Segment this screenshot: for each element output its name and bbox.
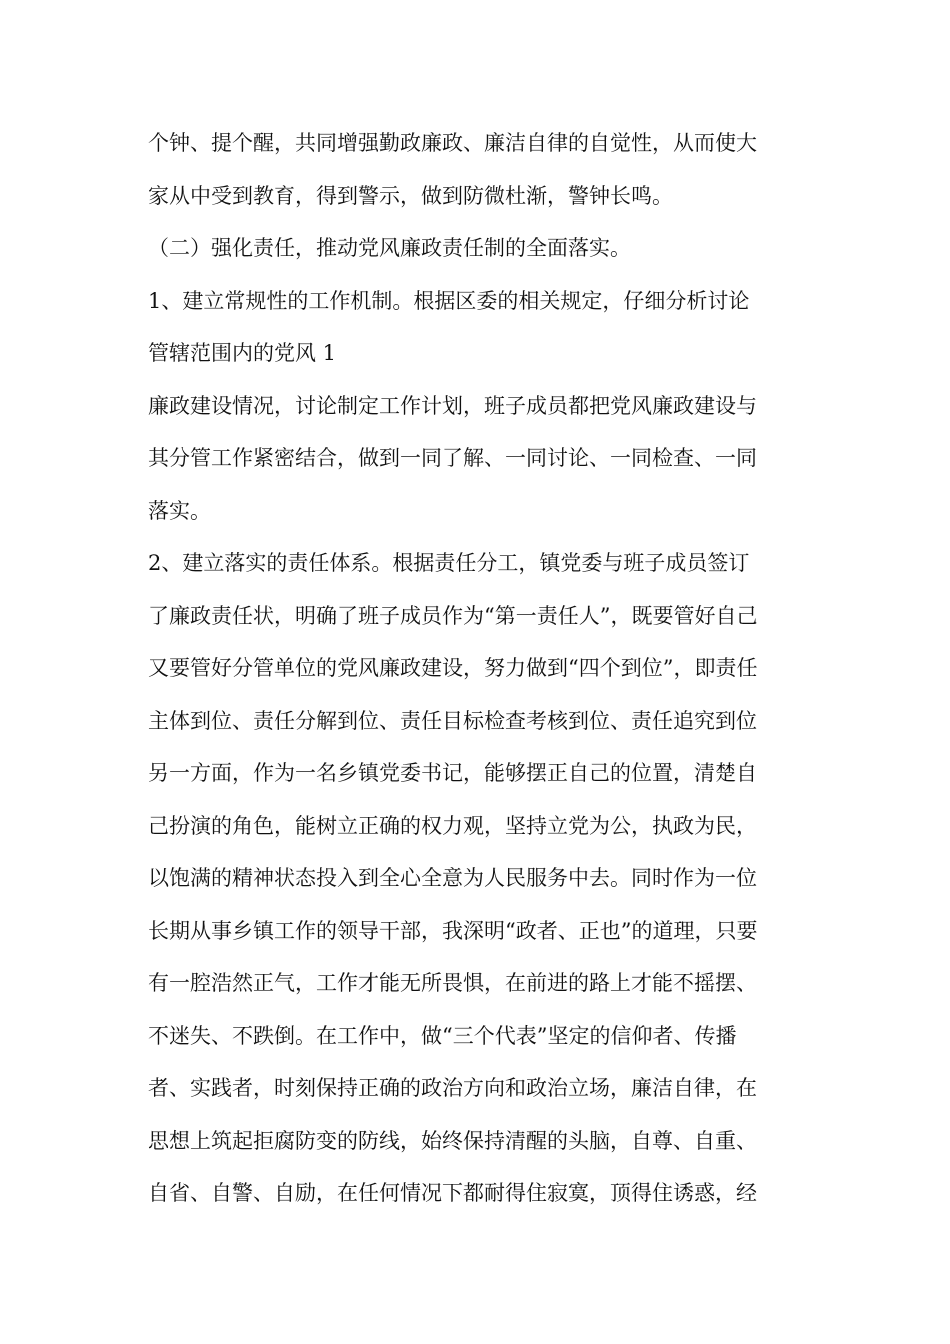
text-line: 廉政建设情况，讨论制定工作计划，班子成员都把党风廉政建设与	[148, 393, 757, 418]
text-line: 了廉政责任状，明确了班子成员作为“第一责任人”，既要管好自己	[148, 603, 758, 628]
text-line: 己扮演的角色，能树立正确的权力观，坚持立党为公，执政为民，	[148, 813, 757, 838]
text-line: 者、实践者，时刻保持正确的政治方向和政治立场，廉洁自律，在	[148, 1076, 757, 1100]
text-line: 思想上筑起拒腐防变的防线，始终保持清醒的头脑，自尊、自重、	[148, 1128, 757, 1153]
text-line: 自省、自警、自励，在任何情况下都耐得住寂寞，顶得住诱惑，经	[148, 1181, 757, 1205]
text-line: 有一腔浩然正气，工作才能无所畏惧，在前进的路上才能不摇摆、	[148, 971, 757, 995]
body-text	[148, 117, 808, 1220]
text-line: 长期从事乡镇工作的领导干部，我深明“政者、正也”的道理，只要	[148, 918, 758, 943]
section-heading: （二）强化责任，推动党风廉政责任制的全面落实。	[148, 236, 631, 260]
text-line: 又要管好分管单位的党风廉政建设，努力做到“四个到位”，即责任	[148, 656, 758, 680]
text-line: 其分管工作紧密结合，做到一同了解、一同讨论、一同检查、一同	[148, 446, 757, 470]
text-line: 另一方面，作为一名乡镇党委书记，能够摆正自己的位置，清楚自	[148, 761, 757, 785]
text-line: 个钟、提个醒，共同增强勤政廉政、廉洁自律的自觉性，从而使大	[148, 131, 757, 155]
text-line: 主体到位、责任分解到位、责任目标检查考核到位、责任追究到位	[148, 708, 757, 733]
text-line: 落实。	[148, 498, 211, 523]
text-line: 家从中受到教育，得到警示，做到防微杜渐，警钟长鸣。	[148, 183, 673, 208]
text-line: 2、建立落实的责任体系。根据责任分工，镇党委与班子成员签订	[148, 551, 750, 575]
text-line: 1、建立常规性的工作机制。根据区委的相关规定，仔细分析讨论	[148, 288, 750, 313]
text-line: 以饱满的精神状态投入到全心全意为人民服务中去。同时作为一位	[148, 866, 757, 890]
text-line: 不迷失、不跌倒。在工作中，做“三个代表”坚定的信仰者、传播	[148, 1023, 737, 1048]
text-line: 管辖范围内的党风 1	[148, 341, 337, 365]
